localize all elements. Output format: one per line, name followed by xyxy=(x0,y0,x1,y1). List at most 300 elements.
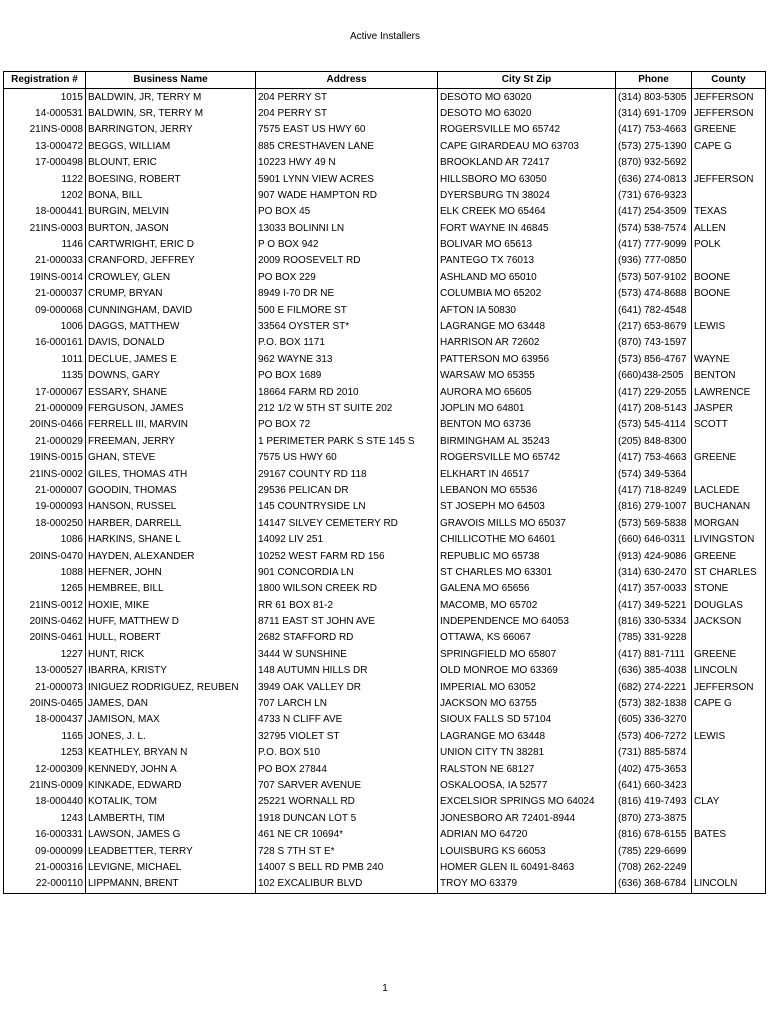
table-row xyxy=(4,761,766,777)
registration-cell: 16-000161 xyxy=(4,335,86,351)
address-cell: 500 E FILMORE ST xyxy=(256,302,438,318)
column-header-phone: Phone xyxy=(616,72,692,89)
city-st-zip-cell: FORT WAYNE IN 46845 xyxy=(438,221,616,237)
city-st-zip-cell: LOUISBURG KS 66053 xyxy=(438,843,616,859)
registration-cell: 21INS-0009 xyxy=(4,778,86,794)
phone-cell: (636) 274-0813 xyxy=(616,171,692,187)
business-name-cell: BOESING, ROBERT xyxy=(86,171,256,187)
business-name-cell: HANSON, RUSSEL xyxy=(86,499,256,515)
business-name-cell: BALDWIN, SR, TERRY M xyxy=(86,106,256,122)
county-cell: CAPE G xyxy=(692,696,766,712)
table-row xyxy=(4,876,766,893)
address-cell: 461 NE CR 10694* xyxy=(256,827,438,843)
table-row xyxy=(4,679,766,695)
city-st-zip-cell: GALENA MO 65656 xyxy=(438,581,616,597)
city-st-zip-cell: BENTON MO 63736 xyxy=(438,417,616,433)
phone-cell: (731) 676-9323 xyxy=(616,188,692,204)
table-row xyxy=(4,499,766,515)
county-cell xyxy=(692,778,766,794)
registration-cell: 17-000067 xyxy=(4,384,86,400)
address-cell: 13033 BOLINNI LN xyxy=(256,221,438,237)
registration-cell: 21INS-0008 xyxy=(4,122,86,138)
address-cell: 14092 LIV 251 xyxy=(256,532,438,548)
city-st-zip-cell: AURORA MO 65605 xyxy=(438,384,616,400)
registration-cell: 17-000498 xyxy=(4,155,86,171)
address-cell: PO BOX 27844 xyxy=(256,761,438,777)
table-row xyxy=(4,581,766,597)
registration-cell: 21-000029 xyxy=(4,434,86,450)
business-name-cell: HUNT, RICK xyxy=(86,647,256,663)
county-cell: CLAY xyxy=(692,794,766,810)
table-row xyxy=(4,663,766,679)
registration-cell: 16-000331 xyxy=(4,827,86,843)
address-cell: 901 CONCORDIA LN xyxy=(256,565,438,581)
phone-cell: (314) 803-5305 xyxy=(616,89,692,106)
county-cell: JEFFERSON xyxy=(692,679,766,695)
registration-cell: 19-000093 xyxy=(4,499,86,515)
county-cell: LEWIS xyxy=(692,729,766,745)
address-cell: 907 WADE HAMPTON RD xyxy=(256,188,438,204)
table-row xyxy=(4,434,766,450)
city-st-zip-cell: PANTEGO TX 76013 xyxy=(438,253,616,269)
business-name-cell: HARBER, DARRELL xyxy=(86,516,256,532)
phone-cell: (417) 357-0033 xyxy=(616,581,692,597)
phone-cell: (573) 507-9102 xyxy=(616,270,692,286)
phone-cell: (314) 691-1709 xyxy=(616,106,692,122)
table-row xyxy=(4,139,766,155)
table-row xyxy=(4,843,766,859)
address-cell: P O BOX 942 xyxy=(256,237,438,253)
registration-cell: 1265 xyxy=(4,581,86,597)
table-body xyxy=(4,89,766,893)
phone-cell: (417) 881-7111 xyxy=(616,647,692,663)
registration-cell: 21-000009 xyxy=(4,401,86,417)
address-cell: 707 LARCH LN xyxy=(256,696,438,712)
address-cell: 18664 FARM RD 2010 xyxy=(256,384,438,400)
column-header-address: Address xyxy=(256,72,438,89)
city-st-zip-cell: ELK CREEK MO 65464 xyxy=(438,204,616,220)
county-cell: GREENE xyxy=(692,548,766,564)
county-cell: BOONE xyxy=(692,270,766,286)
table-row xyxy=(4,253,766,269)
business-name-cell: DAVIS, DONALD xyxy=(86,335,256,351)
registration-cell: 20INS-0461 xyxy=(4,630,86,646)
city-st-zip-cell: EXCELSIOR SPRINGS MO 64024 xyxy=(438,794,616,810)
registration-cell: 21-000033 xyxy=(4,253,86,269)
business-name-cell: GOODIN, THOMAS xyxy=(86,483,256,499)
county-cell: LINCOLN xyxy=(692,663,766,679)
address-cell: 102 EXCALIBUR BLVD xyxy=(256,876,438,893)
business-name-cell: KEATHLEY, BRYAN N xyxy=(86,745,256,761)
county-cell xyxy=(692,188,766,204)
table-row xyxy=(4,106,766,122)
phone-cell: (417) 229-2055 xyxy=(616,384,692,400)
business-name-cell: LAWSON, JAMES G xyxy=(86,827,256,843)
address-cell: 10252 WEST FARM RD 156 xyxy=(256,548,438,564)
business-name-cell: CRANFORD, JEFFREY xyxy=(86,253,256,269)
phone-cell: (785) 331-9228 xyxy=(616,630,692,646)
table-row xyxy=(4,89,766,106)
county-cell xyxy=(692,860,766,876)
address-cell: P.O. BOX 1171 xyxy=(256,335,438,351)
city-st-zip-cell: CAPE GIRARDEAU MO 63703 xyxy=(438,139,616,155)
business-name-cell: HOXIE, MIKE xyxy=(86,598,256,614)
phone-cell: (205) 848-8300 xyxy=(616,434,692,450)
table-row xyxy=(4,532,766,548)
county-cell: MORGAN xyxy=(692,516,766,532)
city-st-zip-cell: LAGRANGE MO 63448 xyxy=(438,729,616,745)
registration-cell: 18-000440 xyxy=(4,794,86,810)
phone-cell: (641) 660-3423 xyxy=(616,778,692,794)
city-st-zip-cell: HARRISON AR 72602 xyxy=(438,335,616,351)
business-name-cell: BONA, BILL xyxy=(86,188,256,204)
table-row xyxy=(4,122,766,138)
installers-table xyxy=(3,71,766,894)
city-st-zip-cell: TROY MO 63379 xyxy=(438,876,616,893)
table-row xyxy=(4,319,766,335)
business-name-cell: CUNNINGHAM, DAVID xyxy=(86,302,256,318)
column-header-county: County xyxy=(692,72,766,89)
address-cell: 32795 VIOLET ST xyxy=(256,729,438,745)
address-cell: 7575 US HWY 60 xyxy=(256,450,438,466)
city-st-zip-cell: DESOTO MO 63020 xyxy=(438,106,616,122)
address-cell: 885 CRESTHAVEN LANE xyxy=(256,139,438,155)
phone-cell: (913) 424-9086 xyxy=(616,548,692,564)
table-row xyxy=(4,171,766,187)
city-st-zip-cell: DESOTO MO 63020 xyxy=(438,89,616,106)
phone-cell: (417) 208-5143 xyxy=(616,401,692,417)
address-cell: 25221 WORNALL RD xyxy=(256,794,438,810)
address-cell: 148 AUTUMN HILLS DR xyxy=(256,663,438,679)
phone-cell: (417) 349-5221 xyxy=(616,598,692,614)
registration-cell: 1227 xyxy=(4,647,86,663)
registration-cell: 19INS-0014 xyxy=(4,270,86,286)
business-name-cell: INIGUEZ RODRIGUEZ, REUBEN xyxy=(86,679,256,695)
business-name-cell: DECLUE, JAMES E xyxy=(86,352,256,368)
city-st-zip-cell: PATTERSON MO 63956 xyxy=(438,352,616,368)
registration-cell: 1165 xyxy=(4,729,86,745)
county-cell: JEFFERSON xyxy=(692,171,766,187)
phone-cell: (573) 275-1390 xyxy=(616,139,692,155)
phone-cell: (816) 419-7493 xyxy=(616,794,692,810)
city-st-zip-cell: LAGRANGE MO 63448 xyxy=(438,319,616,335)
business-name-cell: CRUMP, BRYAN xyxy=(86,286,256,302)
city-st-zip-cell: OLD MONROE MO 63369 xyxy=(438,663,616,679)
business-name-cell: LEVIGNE, MICHAEL xyxy=(86,860,256,876)
page-number: 1 xyxy=(382,983,388,994)
registration-cell: 18-000441 xyxy=(4,204,86,220)
city-st-zip-cell: SIOUX FALLS SD 57104 xyxy=(438,712,616,728)
address-cell: 7575 EAST US HWY 60 xyxy=(256,122,438,138)
county-cell xyxy=(692,811,766,827)
registration-cell: 14-000531 xyxy=(4,106,86,122)
county-cell: GREENE xyxy=(692,450,766,466)
city-st-zip-cell: ROGERSVILLE MO 65742 xyxy=(438,450,616,466)
table-row xyxy=(4,712,766,728)
address-cell: 728 S 7TH ST E* xyxy=(256,843,438,859)
registration-cell: 21INS-0002 xyxy=(4,466,86,482)
address-cell: 8949 I-70 DR NE xyxy=(256,286,438,302)
table-row xyxy=(4,565,766,581)
city-st-zip-cell: MACOMB, MO 65702 xyxy=(438,598,616,614)
business-name-cell: HUFF, MATTHEW D xyxy=(86,614,256,630)
city-st-zip-cell: SPRINGFIELD MO 65807 xyxy=(438,647,616,663)
registration-cell: 21INS-0003 xyxy=(4,221,86,237)
business-name-cell: LEADBETTER, TERRY xyxy=(86,843,256,859)
city-st-zip-cell: OSKALOOSA, IA 52577 xyxy=(438,778,616,794)
address-cell: 33564 OYSTER ST* xyxy=(256,319,438,335)
table-row xyxy=(4,221,766,237)
address-cell: 1918 DUNCAN LOT 5 xyxy=(256,811,438,827)
table-row xyxy=(4,860,766,876)
city-st-zip-cell: IMPERIAL MO 63052 xyxy=(438,679,616,695)
registration-cell: 21-000007 xyxy=(4,483,86,499)
table-row xyxy=(4,811,766,827)
city-st-zip-cell: ST CHARLES MO 63301 xyxy=(438,565,616,581)
city-st-zip-cell: ST JOSEPH MO 64503 xyxy=(438,499,616,515)
county-cell: ALLEN xyxy=(692,221,766,237)
registration-cell: 21-000316 xyxy=(4,860,86,876)
address-cell: PO BOX 72 xyxy=(256,417,438,433)
address-cell: 204 PERRY ST xyxy=(256,106,438,122)
address-cell: 2009 ROOSEVELT RD xyxy=(256,253,438,269)
registration-cell: 12-000309 xyxy=(4,761,86,777)
address-cell: 29167 COUNTY RD 118 xyxy=(256,466,438,482)
registration-cell: 19INS-0015 xyxy=(4,450,86,466)
business-name-cell: HARKINS, SHANE L xyxy=(86,532,256,548)
business-name-cell: KOTALIK, TOM xyxy=(86,794,256,810)
phone-cell: (816) 330-5334 xyxy=(616,614,692,630)
address-cell: 2682 STAFFORD RD xyxy=(256,630,438,646)
county-cell: LAWRENCE xyxy=(692,384,766,400)
address-cell: 5901 LYNN VIEW ACRES xyxy=(256,171,438,187)
city-st-zip-cell: DYERSBURG TN 38024 xyxy=(438,188,616,204)
business-name-cell: IBARRA, KRISTY xyxy=(86,663,256,679)
phone-cell: (816) 678-6155 xyxy=(616,827,692,843)
table-row xyxy=(4,302,766,318)
phone-cell: (870) 273-3875 xyxy=(616,811,692,827)
county-cell: CAPE G xyxy=(692,139,766,155)
city-st-zip-cell: REPUBLIC MO 65738 xyxy=(438,548,616,564)
table-row xyxy=(4,466,766,482)
county-cell: TEXAS xyxy=(692,204,766,220)
business-name-cell: BALDWIN, JR, TERRY M xyxy=(86,89,256,106)
registration-cell: 18-000250 xyxy=(4,516,86,532)
county-cell: BATES xyxy=(692,827,766,843)
registration-cell: 20INS-0470 xyxy=(4,548,86,564)
phone-cell: (573) 545-4114 xyxy=(616,417,692,433)
county-cell xyxy=(692,843,766,859)
phone-cell: (636) 385-4038 xyxy=(616,663,692,679)
business-name-cell: HEFNER, JOHN xyxy=(86,565,256,581)
county-cell xyxy=(692,253,766,269)
business-name-cell: BARRINGTON, JERRY xyxy=(86,122,256,138)
city-st-zip-cell: AFTON IA 50830 xyxy=(438,302,616,318)
registration-cell: 21INS-0012 xyxy=(4,598,86,614)
phone-cell: (217) 653-8679 xyxy=(616,319,692,335)
business-name-cell: DOWNS, GARY xyxy=(86,368,256,384)
city-st-zip-cell: ELKHART IN 46517 xyxy=(438,466,616,482)
registration-cell: 13-000472 xyxy=(4,139,86,155)
table-row xyxy=(4,401,766,417)
registration-cell: 1015 xyxy=(4,89,86,106)
phone-cell: (417) 254-3509 xyxy=(616,204,692,220)
business-name-cell: HEMBREE, BILL xyxy=(86,581,256,597)
business-name-cell: LIPPMANN, BRENT xyxy=(86,876,256,893)
table-row xyxy=(4,729,766,745)
county-cell: POLK xyxy=(692,237,766,253)
business-name-cell: HULL, ROBERT xyxy=(86,630,256,646)
address-cell: 10223 HWY 49 N xyxy=(256,155,438,171)
phone-cell: (682) 274-2221 xyxy=(616,679,692,695)
phone-cell: (574) 349-5364 xyxy=(616,466,692,482)
city-st-zip-cell: ADRIAN MO 64720 xyxy=(438,827,616,843)
table-row xyxy=(4,450,766,466)
phone-cell: (785) 229-6699 xyxy=(616,843,692,859)
county-cell: LINCOLN xyxy=(692,876,766,893)
table-row xyxy=(4,417,766,433)
business-name-cell: JAMES, DAN xyxy=(86,696,256,712)
phone-cell: (660) 646-0311 xyxy=(616,532,692,548)
city-st-zip-cell: UNION CITY TN 38281 xyxy=(438,745,616,761)
phone-cell: (574) 538-7574 xyxy=(616,221,692,237)
registration-cell: 22-000110 xyxy=(4,876,86,893)
county-cell: JASPER xyxy=(692,401,766,417)
table-row xyxy=(4,630,766,646)
county-cell: ST CHARLES xyxy=(692,565,766,581)
table-row xyxy=(4,647,766,663)
registration-cell: 21-000073 xyxy=(4,679,86,695)
city-st-zip-cell: WARSAW MO 65355 xyxy=(438,368,616,384)
city-st-zip-cell: HILLSBORO MO 63050 xyxy=(438,171,616,187)
business-name-cell: JAMISON, MAX xyxy=(86,712,256,728)
table-row xyxy=(4,237,766,253)
address-cell: RR 61 BOX 81-2 xyxy=(256,598,438,614)
registration-cell: 1088 xyxy=(4,565,86,581)
phone-cell: (870) 743-1597 xyxy=(616,335,692,351)
county-cell xyxy=(692,745,766,761)
registration-cell: 1086 xyxy=(4,532,86,548)
table-row xyxy=(4,384,766,400)
city-st-zip-cell: OTTAWA, KS 66067 xyxy=(438,630,616,646)
phone-cell: (605) 336-3270 xyxy=(616,712,692,728)
business-name-cell: BURTON, JASON xyxy=(86,221,256,237)
page-title: Active Installers xyxy=(349,31,421,42)
city-st-zip-cell: BROOKLAND AR 72417 xyxy=(438,155,616,171)
business-name-cell: ESSARY, SHANE xyxy=(86,384,256,400)
business-name-cell: KINKADE, EDWARD xyxy=(86,778,256,794)
table-row xyxy=(4,188,766,204)
county-cell xyxy=(692,302,766,318)
registration-cell: 18-000437 xyxy=(4,712,86,728)
city-st-zip-cell: RALSTON NE 68127 xyxy=(438,761,616,777)
business-name-cell: GHAN, STEVE xyxy=(86,450,256,466)
address-cell: 14007 S BELL RD PMB 240 xyxy=(256,860,438,876)
business-name-cell: HAYDEN, ALEXANDER xyxy=(86,548,256,564)
county-cell xyxy=(692,155,766,171)
registration-cell: 1253 xyxy=(4,745,86,761)
business-name-cell: KENNEDY, JOHN A xyxy=(86,761,256,777)
address-cell: PO BOX 45 xyxy=(256,204,438,220)
city-st-zip-cell: BOLIVAR MO 65613 xyxy=(438,237,616,253)
business-name-cell: JONES, J. L. xyxy=(86,729,256,745)
phone-cell: (417) 753-4663 xyxy=(616,450,692,466)
registration-cell: 1122 xyxy=(4,171,86,187)
county-cell xyxy=(692,761,766,777)
county-cell: GREENE xyxy=(692,647,766,663)
registration-cell: 09-000099 xyxy=(4,843,86,859)
address-cell: 3444 W SUNSHINE xyxy=(256,647,438,663)
table-row xyxy=(4,483,766,499)
county-cell: JACKSON xyxy=(692,614,766,630)
phone-cell: (660)438-2505 xyxy=(616,368,692,384)
registration-cell: 20INS-0462 xyxy=(4,614,86,630)
phone-cell: (417) 777-9099 xyxy=(616,237,692,253)
county-cell: GREENE xyxy=(692,122,766,138)
county-cell xyxy=(692,434,766,450)
registration-cell: 20INS-0465 xyxy=(4,696,86,712)
county-cell xyxy=(692,466,766,482)
table-row xyxy=(4,548,766,564)
city-st-zip-cell: HOMER GLEN IL 60491-8463 xyxy=(438,860,616,876)
county-cell: LIVINGSTON xyxy=(692,532,766,548)
business-name-cell: BEGGS, WILLIAM xyxy=(86,139,256,155)
registration-cell: 1202 xyxy=(4,188,86,204)
city-st-zip-cell: LEBANON MO 65536 xyxy=(438,483,616,499)
address-cell: 3949 OAK VALLEY DR xyxy=(256,679,438,695)
phone-cell: (816) 279-1007 xyxy=(616,499,692,515)
registration-cell: 1146 xyxy=(4,237,86,253)
business-name-cell: FREEMAN, JERRY xyxy=(86,434,256,450)
county-cell xyxy=(692,335,766,351)
table-row xyxy=(4,696,766,712)
phone-cell: (870) 932-5692 xyxy=(616,155,692,171)
registration-cell: 1243 xyxy=(4,811,86,827)
address-cell: 14147 SILVEY CEMETERY RD xyxy=(256,516,438,532)
county-cell: STONE xyxy=(692,581,766,597)
city-st-zip-cell: BIRMINGHAM AL 35243 xyxy=(438,434,616,450)
county-cell: DOUGLAS xyxy=(692,598,766,614)
phone-cell: (731) 885-5874 xyxy=(616,745,692,761)
county-cell: BOONE xyxy=(692,286,766,302)
city-st-zip-cell: ASHLAND MO 65010 xyxy=(438,270,616,286)
phone-cell: (402) 475-3653 xyxy=(616,761,692,777)
phone-cell: (636) 368-6784 xyxy=(616,876,692,893)
address-cell: 204 PERRY ST xyxy=(256,89,438,106)
column-header-business-name: Business Name xyxy=(86,72,256,89)
business-name-cell: DAGGS, MATTHEW xyxy=(86,319,256,335)
county-cell xyxy=(692,630,766,646)
phone-cell: (573) 382-1838 xyxy=(616,696,692,712)
county-cell: JEFFERSON xyxy=(692,106,766,122)
registration-cell: 1011 xyxy=(4,352,86,368)
address-cell: 1 PERIMETER PARK S STE 145 S xyxy=(256,434,438,450)
table-row xyxy=(4,516,766,532)
table-row xyxy=(4,155,766,171)
table-row xyxy=(4,270,766,286)
city-st-zip-cell: JONESBORO AR 72401-8944 xyxy=(438,811,616,827)
address-cell: 29536 PELICAN DR xyxy=(256,483,438,499)
phone-cell: (573) 856-4767 xyxy=(616,352,692,368)
county-cell: SCOTT xyxy=(692,417,766,433)
county-cell: LEWIS xyxy=(692,319,766,335)
table-row xyxy=(4,598,766,614)
table-row xyxy=(4,778,766,794)
phone-cell: (573) 569-5838 xyxy=(616,516,692,532)
address-cell: 962 WAYNE 313 xyxy=(256,352,438,368)
county-cell: BUCHANAN xyxy=(692,499,766,515)
table-row xyxy=(4,794,766,810)
